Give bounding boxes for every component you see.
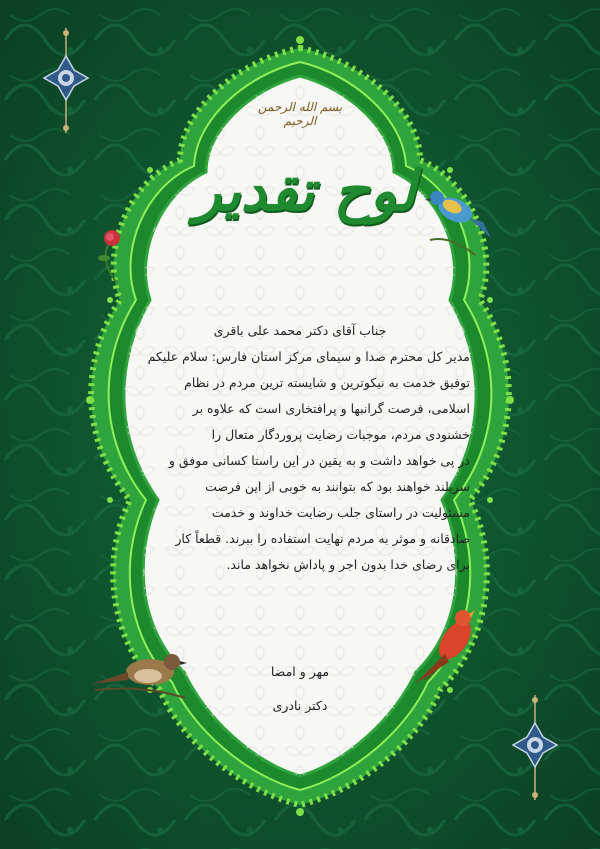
certificate-title: لوح تقدیر <box>194 158 416 224</box>
seal-label: مهر و امضا <box>270 664 330 679</box>
body-line: در پی خواهد داشت و به یقین در این راستا کسانی موفق و <box>168 453 470 468</box>
body-line: مدیر کل محترم صدا و سیمای مرکز استان فارس: سلام علیکم <box>147 349 470 364</box>
body-line: جناب آقای دکتر محمد علی باقری <box>213 323 387 338</box>
signer-name: دکتر نادری <box>272 698 328 713</box>
body-line: اسلامی، فرصت گرانبها و پرافتخاری است که علاوه بر <box>192 401 470 416</box>
body-line: توفیق خدمت به نیکوترین و شایسته ترین مردم در نظام <box>184 375 470 390</box>
body-line: خشنودی مردم، موجبات رضایت پروردگار متعال را <box>211 427 470 442</box>
certificate-body <box>130 318 470 578</box>
body-line: صادقانه و موثر به مردم نهایت استفاده را ببرند. قطعاً کار <box>175 531 470 546</box>
bismillah-header: بسم الله الرحمن الرحیم <box>257 100 343 128</box>
body-line: برای رضای خدا بدون اجر و پاداش نخواهد ماند. <box>226 557 470 572</box>
body-line: سربلند خواهند بود که بتوانند به خوبی از این فرصت <box>205 479 470 494</box>
body-line: مسئولیت در راستای جلب رضایت خداوند و خدمت <box>211 505 470 520</box>
